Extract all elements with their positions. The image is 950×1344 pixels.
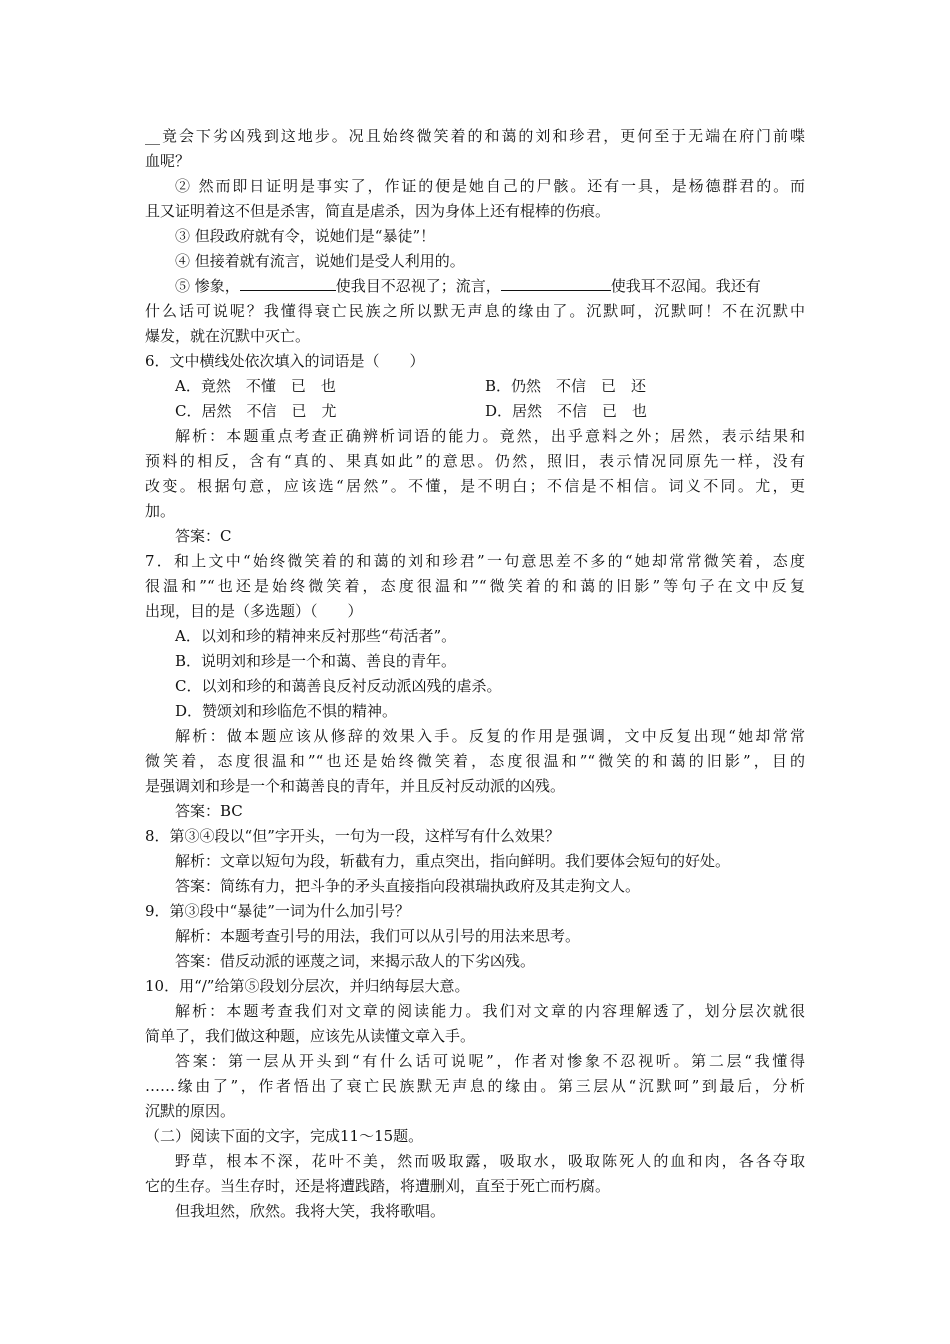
option-d: D．居然 不信 已 也: [485, 402, 648, 420]
text-line: ③ 但段政府就有令，说她们是“暴徒”！: [175, 227, 436, 245]
text-segment: ⑤ 惨象，: [175, 277, 240, 295]
analysis-line: 简单了，我们做这种题，应该先从读懂文章入手。: [145, 1027, 476, 1045]
text-line: 但我坦然，欣然。我将大笑，我将歌唱。: [175, 1202, 446, 1220]
option-b: B．仍然 不信 已 还: [485, 377, 647, 395]
question-stem: 8．第③④段以“但”字开头，一句为一段，这样写有什么效果？: [145, 827, 560, 845]
text-line: 它的生存。当生存时，还是将遭践踏，将遭删刈，直至于死亡而朽腐。: [145, 1177, 611, 1195]
analysis-line: 是强调刘和珍是一个和蔼善良的青年，并且反衬反动派的凶残。: [145, 777, 566, 795]
text-line: 什么话可说呢？我懂得衰亡民族之所以默无声息的缘由了。沉默呵，沉默呵！不在沉默中: [145, 302, 805, 320]
text-line: 血呢？: [145, 152, 191, 170]
analysis-line: 微笑着，态度很温和”“也还是始终微笑着，态度很温和”“微笑的和蔼的旧影”，目的: [145, 752, 805, 770]
answer: 答案：C: [175, 527, 232, 545]
text-segment: 使我耳不忍闻。我还有: [610, 277, 761, 295]
text-line: ④ 但接着就有流言，说她们是受人利用的。: [175, 252, 465, 270]
answer-line: ……缘由了”，作者悟出了衰亡民族默无声息的缘由。第三层从“沉默呵”到最后，分析: [145, 1077, 805, 1095]
fill-blank: [501, 274, 611, 291]
question-10: [145, 974, 805, 1124]
options-row: [145, 399, 805, 424]
answer-line: 沉默的原因。: [145, 1102, 236, 1120]
analysis-line: 解析：本题重点考查正确辨析词语的能力。竟然，出乎意料之外；居然，表示结果和: [175, 427, 805, 445]
question-8: [145, 824, 805, 899]
analysis-line: 预料的相反，含有“真的、果真如此”的意思。仍然，照旧，表示情况同原先一样，没有: [145, 452, 805, 470]
analysis-line: 改变。根据句意，应该选“居然”。不懂，是不明白；不信是不相信。词义不同。尤，更: [145, 477, 805, 495]
option-d: D．赞颂刘和珍临危不惧的精神。: [175, 702, 398, 720]
question-6: [145, 349, 805, 549]
answer: 答案：借反动派的诬蔑之词，来揭示敌人的下劣凶残。: [175, 952, 536, 970]
question-stem: 10．用“/”给第⑤段划分层次，并归纳每层大意。: [145, 977, 470, 995]
text-line: __竟会下劣凶残到这地步。况且始终微笑着的和蔼的刘和珍君，更何至于无端在府门前喋: [145, 127, 805, 145]
text-line: 且又证明着这不但是杀害，简直是虐杀，因为身体上还有棍棒的伤痕。: [145, 202, 611, 220]
text-line: 爆发，就在沉默中灭亡。: [145, 327, 311, 345]
analysis-line: 解析：本题考查引号的用法，我们可以从引号的用法来思考。: [175, 927, 581, 945]
text-segment: 使我目不忍视了；流言，: [335, 277, 501, 295]
text-line-with-blanks: [145, 274, 805, 299]
question-9: [145, 899, 805, 974]
analysis-line: 解析：做本题应该从修辞的效果入手。反复的作用是强调，文中反复出现“她却常常: [175, 727, 805, 745]
question-stem: 7．和上文中“始终微笑着的和蔼的刘和珍君”一句意思差不多的“她却常常微笑着，态度: [145, 552, 805, 570]
option-c: C．以刘和珍的和蔼善良反衬反动派凶残的虐杀。: [175, 677, 502, 695]
fill-blank: [240, 274, 336, 291]
analysis-line: 加。: [145, 502, 176, 520]
text-line: 野草，根本不深，花叶不美，然而吸取露，吸取水，吸取陈死人的血和肉，各各夺取: [175, 1152, 805, 1170]
answer: 答案：BC: [175, 802, 243, 820]
text-line: ② 然而即日证明是事实了，作证的便是她自己的尸骸。还有一具，是杨德群君的。而: [175, 177, 805, 195]
question-stem: 6．文中横线处依次填入的词语是（ ）: [145, 352, 425, 370]
analysis-line: 解析：文章以短句为段，斩截有力，重点突出，指向鲜明。我们要体会短句的好处。: [175, 852, 731, 870]
question-stem: 很温和”“也还是始终微笑着，态度很温和”“微笑着的和蔼的旧影”等句子在文中反复: [145, 577, 805, 595]
analysis-line: 解析：本题考查我们对文章的阅读能力。我们对文章的内容理解透了，划分层次就很: [175, 1002, 805, 1020]
option-a: A．以刘和珍的精神来反衬那些“苟活者”。: [175, 627, 457, 645]
section-heading: （二）阅读下面的文字，完成11～15题。: [145, 1127, 424, 1145]
answer: 答案：简练有力，把斗争的矛头直接指向段祺瑞执政府及其走狗文人。: [175, 877, 641, 895]
option-b: B．说明刘和珍是一个和蔼、善良的青年。: [175, 652, 457, 670]
option-c: C．居然 不信 已 尤: [175, 402, 337, 420]
options-row: [145, 374, 805, 399]
option-a: A．竟然 不懂 已 也: [175, 377, 336, 395]
passage-1: [145, 124, 805, 349]
question-stem: 出现，目的是（多选题）（ ）: [145, 602, 363, 620]
question-7: [145, 549, 805, 824]
question-stem: 9．第③段中“暴徒”一词为什么加引号？: [145, 902, 410, 920]
answer-line: 答案：第一层从开头到“有什么话可说呢”，作者对惨象不忍视听。第二层“我懂得: [175, 1052, 805, 1070]
section-2: [145, 1124, 805, 1224]
